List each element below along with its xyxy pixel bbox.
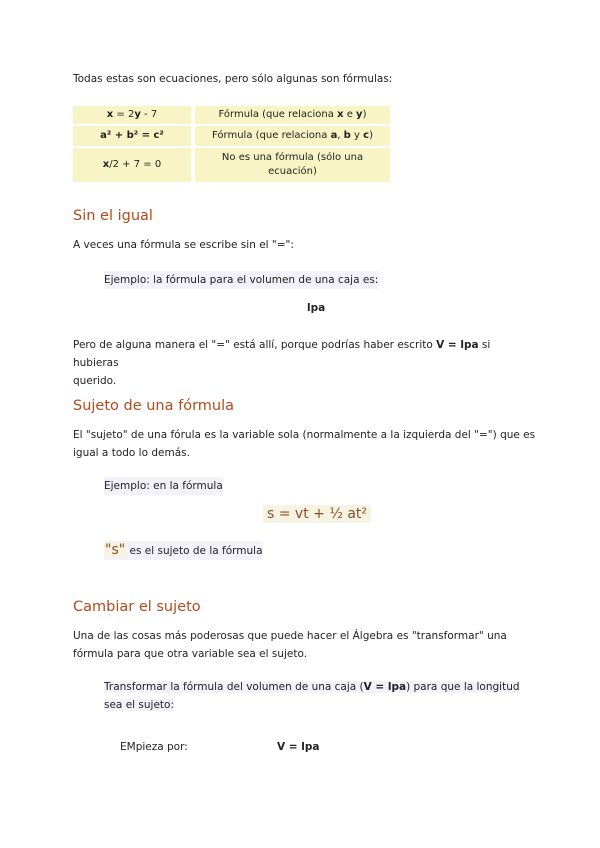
table-row [73,126,390,146]
section-heading-sin-el-igual: Sin el igual [73,208,153,224]
subject-note: "s" es el sujeto de la fórmula [105,542,263,558]
equation-cell: x/2 + 7 = 0 [73,148,191,182]
equation-cell: a² + b² = c² [73,126,191,146]
paragraph: El "sujeto" de una fórula es la variable sola (normalmente a la izquierda del "=") que es igual a todo lo demás. [73,429,536,459]
example-text: Ejemplo: la fórmula para el volumen de una caja es: [104,271,378,289]
paragraph: A veces una fórmula se escribe sin el "=": [73,239,294,251]
equations-table [73,104,390,184]
description-cell: Fórmula (que relaciona x e y) [191,106,390,124]
start-label: EMpieza por: [120,741,188,753]
table-row [73,148,390,182]
formula-lpa: lpa [307,302,326,314]
description-cell: No es una fórmula (sólo una ecuación) [191,148,390,182]
start-formula: V = lpa [277,741,320,753]
paragraph: Pero de alguna manera el "=" está allí, porque podrías haber escrito V = lpa si hubieras querido. [73,339,491,387]
formula-motion: s = vt + ½ at² [263,505,371,523]
paragraph: Una de las cosas más poderosas que puede hacer el Álgebra es "transformar" una fórmula para que otra variable sea el sujeto. [73,630,507,660]
task-text: Transformar la fórmula del volumen de una caja (V = lpa) para que la longitud sea el sujeto: [104,681,520,711]
equation-cell: x = 2y - 7 [73,106,191,124]
section-heading-sujeto: Sujeto de una fórmula [73,398,235,414]
intro-text: Todas estas son ecuaciones, pero sólo algunas son fórmulas: [73,73,393,85]
section-heading-cambiar-sujeto: Cambiar el sujeto [73,599,201,615]
description-cell: Fórmula (que relaciona a, b y c) [191,126,390,146]
table-row [73,106,390,124]
example-text: Ejemplo: en la fórmula [104,477,223,495]
